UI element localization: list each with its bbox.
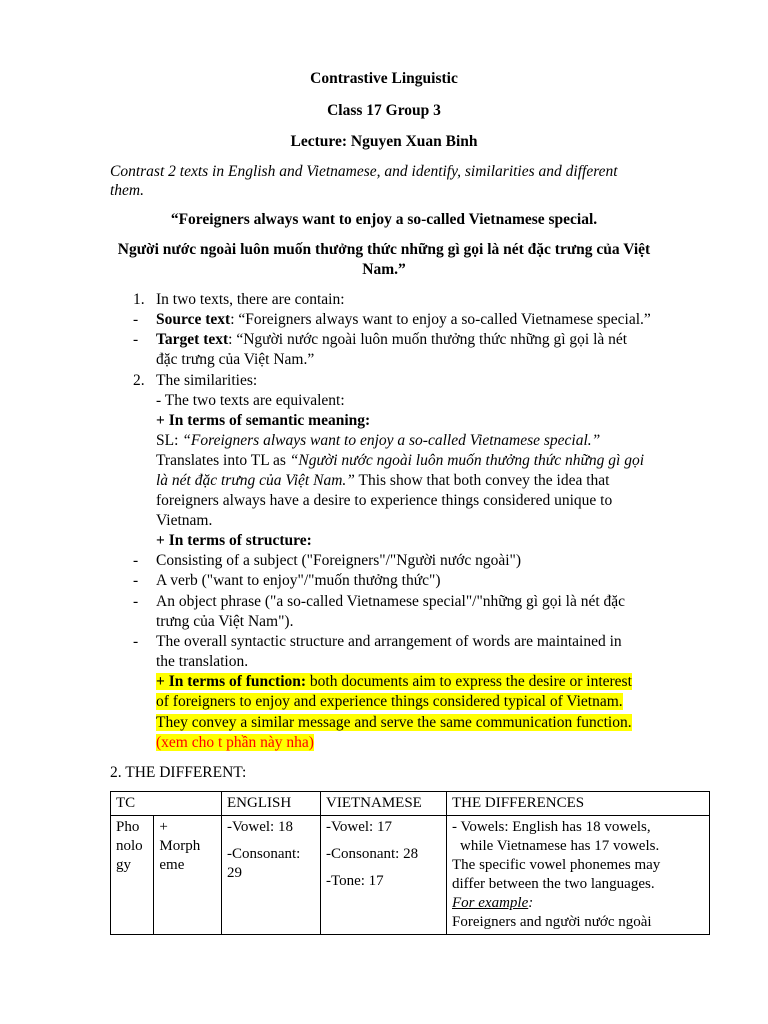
header-tc: TC [111,792,222,816]
quote-vietnamese-line2: Nam.” [362,261,406,278]
section2-heading: The similarities: [156,372,258,389]
function-text-line2: of foreigners to enjoy and experience things considered typical of Vietnam. [156,693,623,710]
desire-line2: Vietnam. [156,512,213,529]
function-line1 [156,672,632,692]
bullet-dash: - [133,331,139,348]
bullet-dash: - [133,311,139,328]
source-text-value: : “Foreigners always want to enjoy a so-called Vietnamese special.” [230,311,651,328]
example-colon: : [528,895,534,911]
example-label: For example [452,895,529,911]
desire-line1: foreigners always have a desire to experience things considered unique to [156,492,613,509]
english-consonant-value: 29 [227,865,242,881]
instruction-line1: Contrast 2 texts in English and Vietnamese, and identify, similarities and different [110,163,618,180]
bullet-dash: - [133,633,139,650]
function-line2 [156,692,623,712]
viet-tone: -Tone: 17 [326,873,384,889]
source-text-item [156,310,651,330]
reviewer-comment-text: (xem cho t phần này nha) [156,734,314,751]
sl-text: “Foreigners always want to enjoy a so-called Vietnamese special.” [182,432,601,449]
bullet-dash: - [133,572,139,589]
target-text-item [156,330,627,350]
diff-line: while Vietnamese has 17 vowels. [460,838,660,854]
header-differences: THE DIFFERENCES [447,792,710,816]
equivalent-line: - The two texts are equivalent: [156,392,345,409]
tl-text-line2: là nét đặc trưng của Việt Nam.” [156,472,355,489]
sl-prefix: SL: [156,432,183,449]
lecturer: Lecture: Nguyen Xuan Binh [290,133,478,150]
subcategory-line: Morph [159,838,201,854]
diff-line: The specific vowel phonemes may [452,857,661,873]
target-text-value: : “Người nước ngoài luôn muốn thưởng thức những gì gọi là nét [228,331,628,348]
semantic-heading: + In terms of semantic meaning: [156,412,371,429]
english-consonant: -Consonant: [227,846,301,862]
category-line: Pho [116,819,140,835]
instruction-line2: them. [110,182,145,199]
differences-table [110,791,710,935]
header-vietnamese: VIETNAMESE [321,792,447,816]
section1-heading: In two texts, there are contain: [156,291,345,308]
target-text-label: Target text [156,331,229,348]
function-heading: + In terms of function: [156,673,307,690]
cell-english [222,816,321,935]
quote-vietnamese-line1: Người nước ngoài luôn muốn thưởng thức những gì gọi là nét đặc trưng của Việt [117,241,651,258]
structure-object-line1: An object phrase ("a so-called Vietnamese special"/"những gì gọi là nét đặc [156,593,626,610]
target-text-value-line2: đặc trưng của Việt Nam.” [156,351,315,368]
category-line: gy [116,857,131,873]
class-group: Class 17 Group 3 [327,102,441,119]
sl-line [156,431,600,451]
cell-category [111,816,154,935]
viet-consonant: -Consonant: 28 [326,846,419,862]
document-title: Contrastive Linguistic [310,70,458,87]
function-line3 [156,713,632,733]
table-row [111,816,710,935]
bullet-dash: - [133,552,139,569]
tl-line1 [156,451,644,471]
source-text-label: Source text [156,311,231,328]
structure-overall-line1: The overall syntactic structure and arrangement of words are maintained in [156,633,622,650]
example-line [452,894,704,913]
cell-vietnamese [321,816,447,935]
diff-line: - Vowels: English has 18 vowels, [452,819,651,835]
subcategory-line: eme [159,857,185,873]
english-vowel: -Vowel: 18 [227,819,293,835]
structure-verb: A verb ("want to enjoy"/"muốn thưởng thức") [156,572,441,589]
section1-number: 1. [133,291,145,308]
header-english: ENGLISH [222,792,321,816]
structure-heading: + In terms of structure: [156,532,312,549]
diff-line: differ between the two languages. [452,876,655,892]
cell-differences [447,816,710,935]
tl-text-line1: “Người nước ngoài luôn muốn thưởng thức những gì gọi [289,452,645,469]
tl-line2 [156,471,609,491]
quote-english: “Foreigners always want to enjoy a so-called Vietnamese special. [170,211,598,228]
section2-number: 2. [133,372,145,389]
bullet-dash: - [133,593,139,610]
example-text: Foreigners and người nước ngoài [452,914,652,930]
subcategory-line: + [159,819,168,835]
viet-vowel: -Vowel: 17 [326,819,392,835]
function-text-line1: both documents aim to express the desire or interest [306,673,632,690]
structure-object-line2: trưng của Việt Nam"). [156,613,294,630]
structure-overall-line2: the translation. [156,653,249,670]
category-line: nolo [116,838,143,854]
function-text-line3: They convey a similar message and serve the same communication function. [156,714,632,731]
reviewer-comment [156,733,314,753]
tl-prefix: Translates into TL as [156,452,290,469]
cell-subcategory [154,816,222,935]
tl-suffix: This show that both convey the idea that [354,472,610,489]
table-header-row [111,792,710,816]
different-heading: 2. THE DIFFERENT: [110,764,247,781]
structure-subject: Consisting of a subject ("Foreigners"/"Người nước ngoài") [156,552,522,569]
